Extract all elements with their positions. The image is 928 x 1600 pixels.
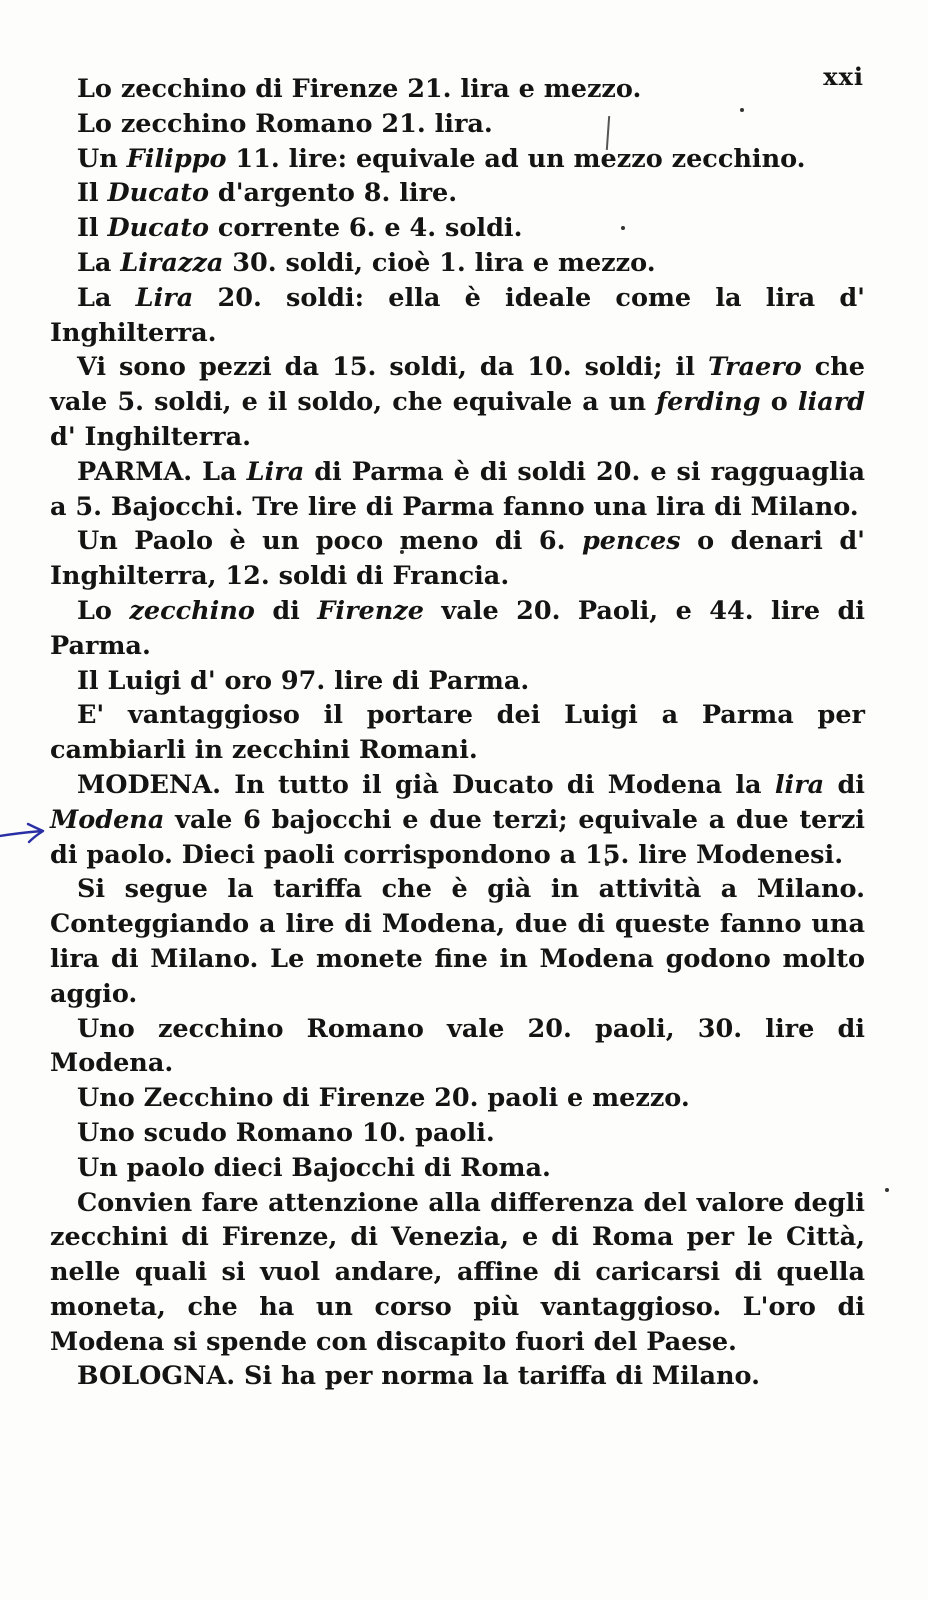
italic-text: Modena	[50, 804, 165, 835]
paragraph	[50, 1081, 865, 1116]
italic-text: Ducato	[107, 178, 209, 209]
text-run: Il	[77, 213, 108, 244]
text-run: o denari d' Inghilterra, 12. soldi di Francia.	[50, 526, 865, 592]
text-run: La	[77, 282, 136, 313]
italic-text: Ducato	[107, 213, 209, 244]
text-run: Un Paolo è un poco meno di 6.	[77, 526, 582, 557]
text-run: Uno zecchino Romano vale 20. paoli, 30. lire di Modena.	[50, 1013, 865, 1079]
paragraph	[50, 768, 865, 872]
text-run: di	[824, 769, 865, 800]
text-run: Uno Zecchino di Firenze 20. paoli e mezzo.	[77, 1083, 690, 1114]
text-run: Convien fare attenzione alla differenza del valore degli zecchini di Firenze, di Venezia, e di Roma per le Città, nelle quali si vuol andare, affine di caricarsi di quella moneta, che ha un corso più vantaggioso. L'oro di Modena si spende con discapito fuori del Paese.	[50, 1187, 865, 1357]
italic-text: pences	[581, 526, 681, 557]
italic-text: Filippo	[126, 143, 227, 174]
paragraph	[50, 455, 865, 525]
italic-text: Lira	[246, 456, 305, 487]
text-run: vale 20. Paoli, e 44. lire di Parma.	[50, 595, 865, 661]
text-run: Lo zecchino Romano 21. lira.	[77, 108, 493, 139]
text-run: di Parma è di soldi 20. e si ragguaglia a 5. Bajocchi. Tre lire di Parma fanno una lira di Milano.	[50, 456, 865, 522]
paragraph	[50, 176, 865, 211]
paragraph	[50, 1012, 865, 1082]
italic-text: ferding	[656, 387, 761, 418]
text-run: o	[760, 387, 798, 418]
text-run: MODENA. In tutto il già Ducato di Modena la	[77, 769, 775, 800]
paragraph	[50, 1151, 865, 1186]
paragraph	[50, 72, 865, 107]
italic-text: Lira	[135, 282, 194, 313]
italic-text: lira	[774, 769, 825, 800]
text-run: Un paolo dieci Bajocchi di Roma.	[77, 1152, 551, 1183]
text-run: Si segue la tariffa che è già in attività a Milano. Conteggiando a lire di Modena, due di queste fanno una lira di Milano. Le monete fine in Modena godono molto aggio.	[50, 874, 865, 1009]
text-run: Il Luigi d' oro 97. lire di Parma.	[77, 665, 530, 696]
text-run: Il	[77, 178, 108, 209]
italic-text: zecchino	[129, 595, 255, 626]
paragraph	[50, 107, 865, 142]
paragraph	[50, 1186, 865, 1360]
text-run: d'argento 8. lire.	[209, 178, 458, 209]
text-run: Lo	[77, 595, 130, 626]
body-text	[50, 72, 865, 1394]
paragraph	[50, 142, 865, 177]
italic-text: Lirazza	[120, 247, 224, 278]
paragraph	[50, 664, 865, 699]
text-run: 20. soldi: ella è ideale come la lira d' Inghilterra.	[50, 282, 865, 348]
paragraph	[50, 872, 865, 1011]
text-run: che vale 5. soldi, e il soldo, che equivale a un	[50, 352, 866, 418]
paragraph	[50, 698, 865, 768]
paragraph	[50, 524, 865, 594]
text-run: 30. soldi, cioè 1. lira e mezzo.	[223, 247, 656, 278]
text-run: BOLOGNA. Si ha per norma la tariffa di Milano.	[77, 1361, 760, 1392]
italic-text: Traero	[707, 352, 802, 383]
text-run: Un	[77, 143, 127, 174]
paragraph	[50, 281, 865, 351]
text-run: vale 6 bajocchi e due terzi; equivale a due terzi di paolo. Dieci paoli corrispondono a 15. lire Modenesi.	[50, 804, 865, 870]
italic-text: liard	[797, 387, 866, 418]
text-run: d' Inghilterra.	[50, 421, 251, 452]
text-run: PARMA. La	[77, 456, 247, 487]
page-number: xxi	[823, 62, 864, 91]
text-run: Vi sono pezzi da 15. soldi, da 10. soldi; il	[77, 352, 708, 383]
ink-speck	[885, 1188, 889, 1192]
paragraph	[50, 246, 865, 281]
paragraph	[50, 1359, 865, 1394]
italic-text: Firenze	[317, 595, 424, 626]
paragraph	[50, 211, 865, 246]
paragraph	[50, 350, 865, 454]
text-run: di	[254, 595, 318, 626]
paragraph	[50, 594, 865, 664]
text-run: corrente 6. e 4. soldi.	[209, 213, 523, 244]
text-run: Lo zecchino di Firenze 21. lira e mezzo.	[77, 74, 642, 104]
paragraph	[50, 1116, 865, 1151]
text-run: La	[77, 247, 121, 278]
hand-drawn-arrow-icon	[0, 822, 48, 846]
text-run: 11. lire: equivale ad un mezzo zecchino.	[226, 143, 806, 174]
text-run: Uno scudo Romano 10. paoli.	[77, 1117, 495, 1148]
text-run: E' vantaggioso il portare dei Luigi a Parma per cambiarli in zecchini Romani.	[50, 700, 865, 766]
